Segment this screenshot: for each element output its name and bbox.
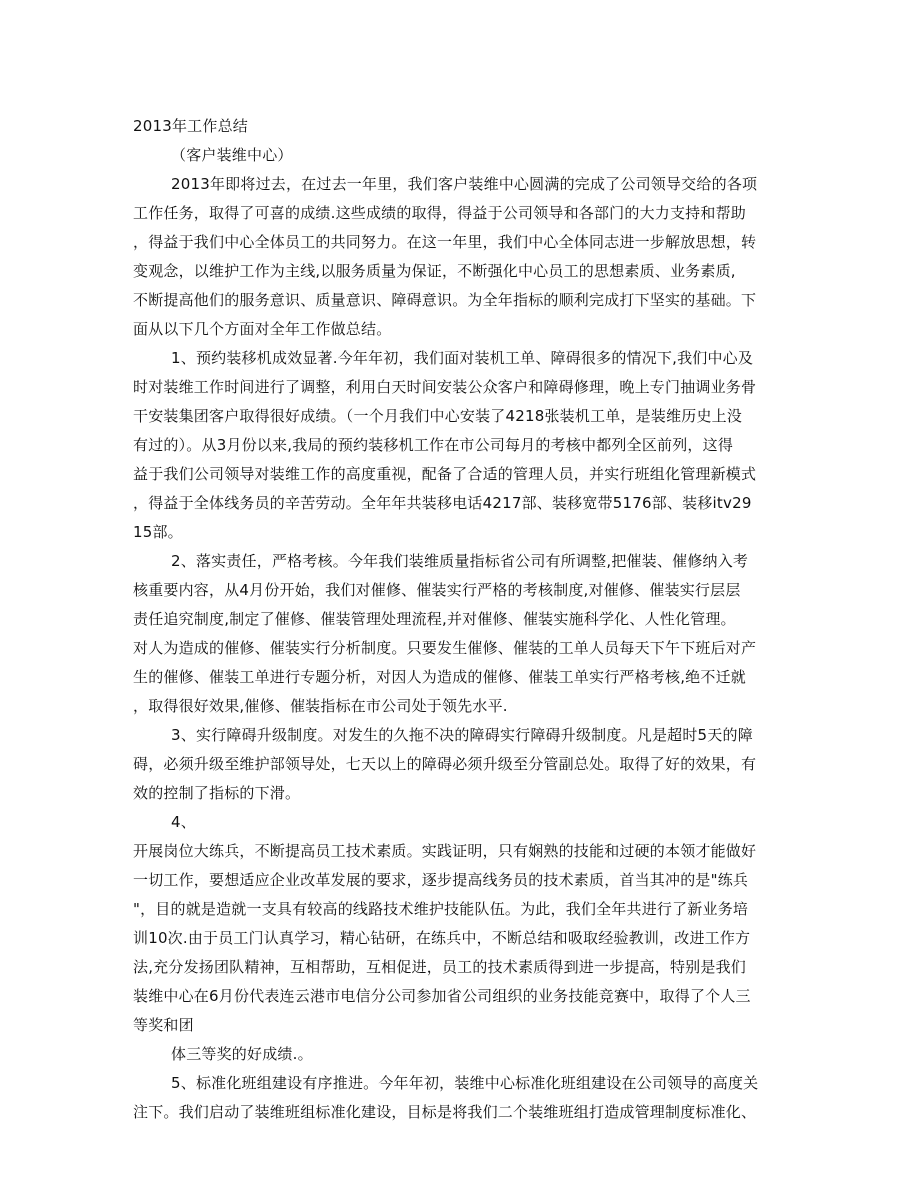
text-line: 装维中心在6月份代表连云港市电信分公司参加省公司组织的业务技能竞赛中，取得了个人三: [133, 987, 751, 1005]
document-title: 2013年工作总结: [133, 117, 248, 135]
text-line: 15部。: [133, 523, 183, 541]
text-line: 注下。我们启动了装维班组标准化建设，目标是将我们二个装维班组打造成管理制度标准化、: [133, 1103, 757, 1121]
text-line: 生的催修、催装工单进行专题分析，对因人为造成的催修、催装工单实行严格考核,绝不迁就: [133, 668, 746, 686]
text-line: 体三等奖的好成绩.。: [171, 1045, 313, 1063]
text-line: 效的控制了指标的下滑。: [133, 784, 301, 802]
text-line: 时对装维工作时间进行了调整，利用白天时间安装公众客户和障碍修理，晚上专门抽调业务骨: [133, 378, 757, 396]
text-line: 不断提高他们的服务意识、质量意识、障碍意识。为全年指标的顺利完成打下坚实的基础。下: [133, 291, 757, 309]
text-line: 2013年即将过去，在过去一年里，我们客户装维中心圆满的完成了公司领导交给的各项: [171, 175, 758, 193]
text-line: "，目的就是造就一支具有较高的线路技术维护技能队伍。为此，我们全年共进行了新业务培: [133, 900, 749, 918]
text-line: 核重要内容，从4月份开始，我们对催修、催装实行严格的考核制度,对催修、催装实行层层: [133, 581, 741, 599]
text-line: 3、实行障碍升级制度。对发生的久拖不决的障碍实行障碍升级制度。凡是超时5天的障: [171, 726, 753, 744]
text-line: 法,充分发扬团队精神，互相帮助，互相促进，员工的技术素质得到进一步提高，特别是我们: [133, 958, 746, 976]
text-line: 干安装集团客户取得很好成绩。（一个月我们中心安装了4218张装机工单，是装维历史上没: [133, 407, 743, 425]
text-line: 训10次.由于员工门认真学习，精心钻研，在练兵中，不断总结和吸取经验教训，改进工作方: [133, 929, 751, 947]
text-line: 4、: [171, 813, 196, 831]
text-line: ，得益于全体线务员的辛苦劳动。全年年共装移电话4217部、装移宽带5176部、装移itv29: [133, 494, 752, 512]
text-line: 1、预约装移机成效显著.今年年初，我们面对装机工单、障碍很多的情况下,我们中心及: [171, 349, 754, 367]
text-line: 面从以下几个方面对全年工作做总结。: [133, 320, 392, 338]
text-line: 益于我们公司领导对装维工作的高度重视，配备了合适的管理人员，并实行班组化管理新模式: [133, 465, 757, 483]
text-line: 工作任务，取得了可喜的成绩.这些成绩的取得，得益于公司领导和各部门的大力支持和帮助: [133, 204, 746, 222]
text-line: 等奖和团: [133, 1016, 194, 1034]
text-line: 开展岗位大练兵，不断提高员工技术素质。实践证明，只有娴熟的技能和过硬的本领才能做好: [133, 842, 757, 860]
text-line: ，取得很好效果,催修、催装指标在市公司处于领先水平.: [133, 697, 508, 715]
text-line: 一切工作，要想适应企业改革发展的要求，逐步提高线务员的技术素质，首当其冲的是"练兵: [133, 871, 749, 889]
text-line: 对人为造成的催修、催装实行分析制度。只要发生催修、催装的工单人员每天下午下班后对产: [133, 639, 757, 657]
text-line: 碍，必须升级至维护部领导处，七天以上的障碍必须升级至分管副总处。取得了好的效果，有: [133, 755, 757, 773]
document-body: [133, 112, 793, 1127]
paragraph-lines: [133, 170, 793, 1127]
text-line: 变观念，以维护工作为主线,以服务质量为保证，不断强化中心员工的思想素质、业务素质,: [133, 262, 736, 280]
text-line: ，得益于我们中心全体员工的共同努力。在这一年里，我们中心全体同志进一步解放思想，转: [133, 233, 757, 251]
text-line: 责任追究制度,制定了催修、催装管理处理流程,并对催修、催装实施科学化、人性化管理。: [133, 610, 736, 628]
document-subtitle: （客户装维中心）: [171, 146, 293, 164]
text-line: 5、标准化班组建设有序推进。今年年初，装维中心标准化班组建设在公司领导的高度关: [171, 1074, 759, 1092]
text-line: 2、落实责任，严格考核。今年我们装维质量指标省公司有所调整,把催装、催修纳入考: [171, 552, 749, 570]
text-line: 有过的）。从3月份以来,我局的预约装移机工作在市公司每月的考核中都列全区前列，这得: [133, 436, 734, 454]
